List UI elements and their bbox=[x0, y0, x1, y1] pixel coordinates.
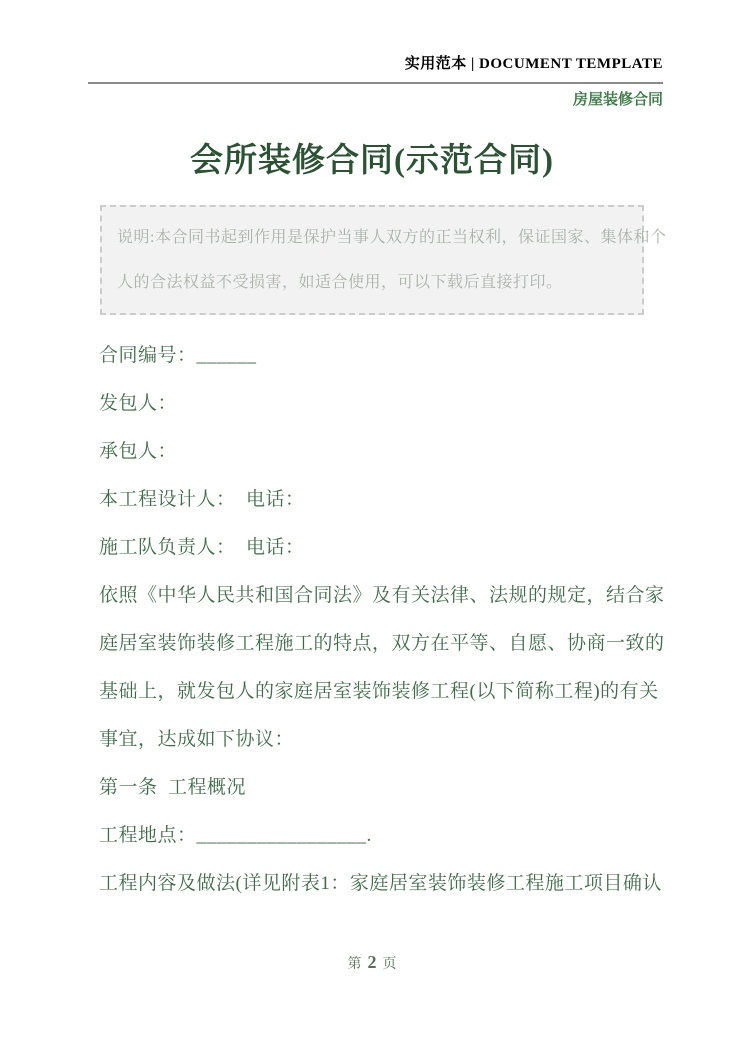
preamble-line: 庭居室装饰装修工程施工的特点，双方在平等、自愿、协商一致的 bbox=[99, 633, 665, 654]
note-text-line: 说明:本合同书起到作用是保护当事人双方的正当权利，保证国家、集体和个 bbox=[117, 229, 667, 246]
document-category: 房屋装修合同 bbox=[572, 92, 663, 108]
project-location-line: 工程地点：_________________. bbox=[99, 825, 372, 846]
note-text-line: 人的合法权益不受损害，如适合使用，可以下载后直接打印。 bbox=[117, 274, 563, 291]
document-header bbox=[88, 52, 663, 109]
brand-text: 实用范本 | DOCUMENT TEMPLATE bbox=[404, 56, 663, 72]
crew-leader-phone-line: 施工队负责人： 电话： bbox=[99, 537, 305, 558]
header-divider bbox=[88, 82, 663, 84]
preamble-line: 依照《中华人民共和国合同法》及有关法律、法规的规定，结合家 bbox=[99, 585, 665, 606]
article-1-heading: 第一条 工程概况 bbox=[99, 777, 247, 798]
page-number: 2 bbox=[367, 952, 377, 972]
page-number-suffix: 页 bbox=[382, 957, 397, 972]
page-footer bbox=[0, 948, 744, 979]
project-content-line: 工程内容及做法(详见附表1：家庭居室装饰装修工程施工项目确认 bbox=[99, 873, 662, 894]
page-title: 会所装修合同(示范合同) bbox=[190, 143, 554, 179]
page-number-prefix: 第 bbox=[347, 957, 362, 972]
preamble-line: 事宜，达成如下协议： bbox=[99, 729, 295, 750]
designer-phone-line: 本工程设计人： 电话： bbox=[99, 489, 305, 510]
employer-line: 发包人： bbox=[99, 393, 178, 414]
note-box bbox=[100, 205, 667, 315]
contract-number-line: 合同编号：______ bbox=[99, 345, 257, 366]
contractor-line: 承包人： bbox=[99, 441, 178, 462]
preamble-line: 基础上，就发包人的家庭居室装饰装修工程(以下简称工程)的有关 bbox=[99, 681, 659, 702]
contract-body bbox=[99, 332, 665, 908]
